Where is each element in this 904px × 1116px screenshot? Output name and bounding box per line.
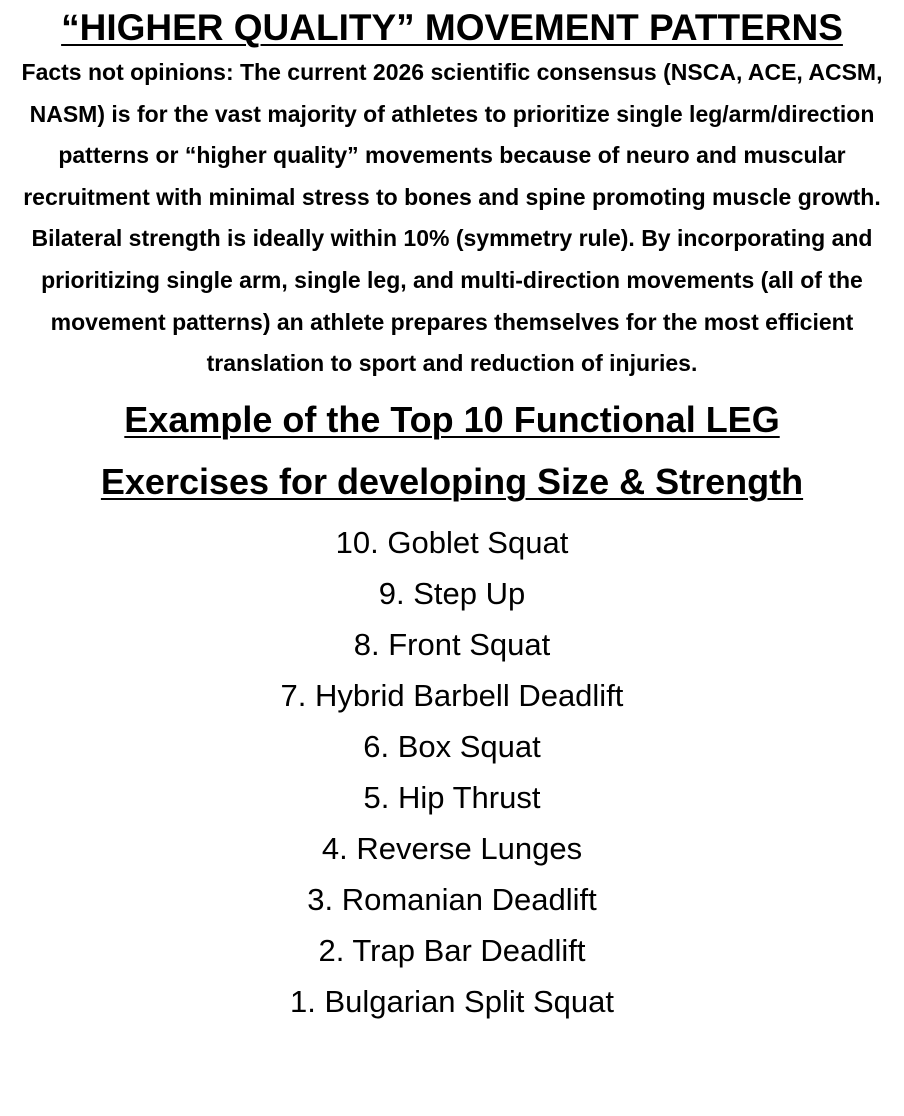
section-heading-line-2: Exercises for developing Size & Strength [100, 460, 804, 502]
intro-paragraph-consensus: Facts not opinions: The current 2026 scientific consensus (NSCA, ACE, ACSM, NASM) is for the vast majority of athletes to prioritize single leg/arm/direction patterns or “higher quality” movements because of neuro and muscular recruitment with minimal stress to bones and spine promoting muscle growth. [21, 59, 883, 210]
section-heading [7, 389, 897, 513]
exercise-item: 9. Step Up [378, 575, 526, 611]
exercise-item: 1. Bulgarian Split Squat [290, 983, 614, 1019]
exercise-item: 7. Hybrid Barbell Deadlift [280, 677, 624, 713]
exercise-item: 6. Box Squat [363, 728, 541, 764]
exercise-item: 2. Trap Bar Deadlift [318, 932, 586, 968]
exercise-item: 4. Reverse Lunges [321, 830, 583, 866]
exercise-list [0, 517, 904, 1027]
intro-paragraph-symmetry: Bilateral strength is ideally within 10% (symmetry rule). By incorporating and prioritizing single arm, single leg, and multi-direction movements (all of the movement patterns) an athlete prepares themselves for the most efficient translation to sport and reduction of injuries. [31, 225, 873, 377]
page-title: “HIGHER QUALITY” MOVEMENT PATTERNS [61, 7, 843, 48]
exercise-item: 5. Hip Thrust [363, 779, 541, 815]
intro-text [7, 52, 897, 385]
exercise-item: 10. Goblet Squat [335, 524, 569, 560]
exercise-item: 8. Front Squat [353, 626, 551, 662]
exercise-item: 3. Romanian Deadlift [307, 881, 597, 917]
section-heading-line-1: Example of the Top 10 Functional LEG [124, 398, 780, 440]
